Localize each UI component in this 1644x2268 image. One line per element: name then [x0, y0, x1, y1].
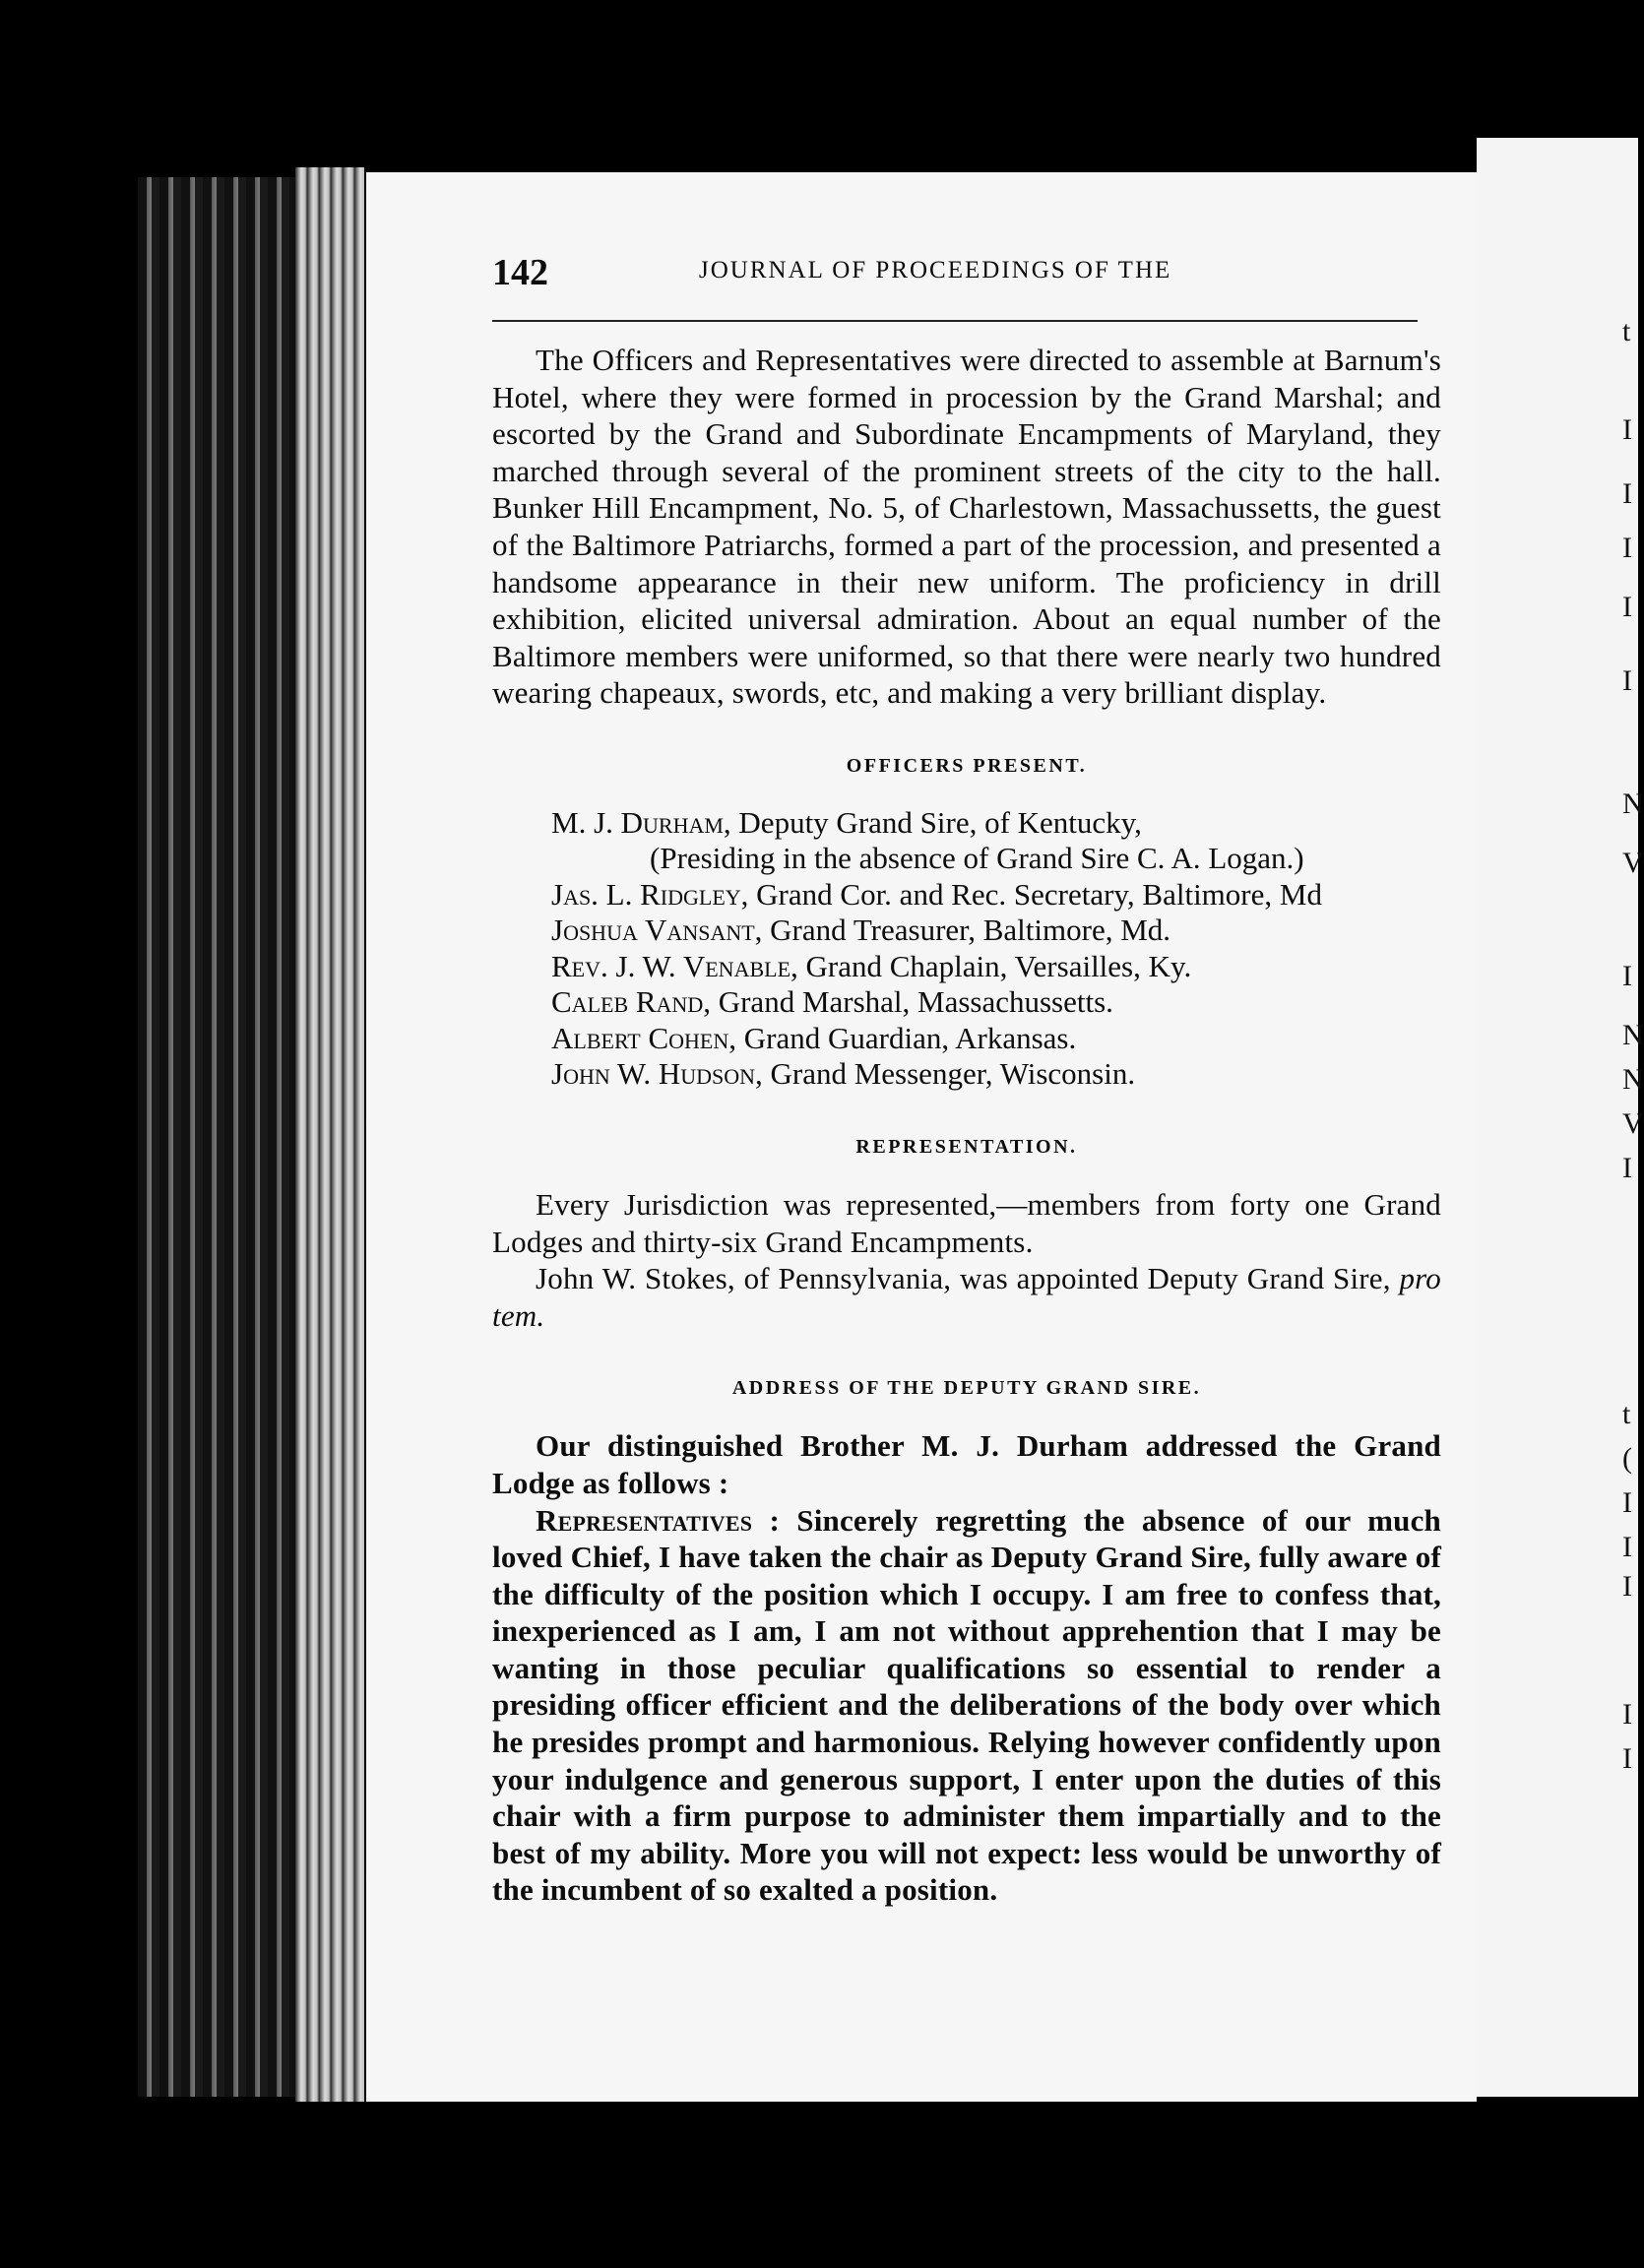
facing-page-mark: t [1622, 1398, 1631, 1430]
facing-page-mark: I [1622, 1742, 1632, 1775]
officer-role: Grand Chaplain, Versailles, Ky. [797, 948, 1192, 983]
facing-page-mark: I [1622, 413, 1632, 446]
officer-name: Albert Cohen, [551, 1020, 737, 1055]
address-body-part2: Relying however confidently upon your indulgence and generous support, I enter upon the duties of this chair with a firm purpose to administer them impartially and to the best of my ability. More you will not expect: less would be unworthy of the incumbent of so exalted a position. [492, 1725, 1441, 1908]
facing-page-mark: I [1622, 664, 1632, 697]
deputy-appointment-paragraph [492, 1260, 1441, 1334]
officer-name: John W. Hudson, [551, 1056, 763, 1092]
officer-line [551, 1056, 1441, 1093]
facing-page-mark: ( [1622, 1442, 1632, 1475]
facing-page-mark: V [1622, 1107, 1644, 1140]
officers-heading: OFFICERS PRESENT. [846, 754, 1088, 777]
facing-page-mark: I [1622, 532, 1632, 564]
officer-line [551, 913, 1441, 949]
officer-role: (Presiding in the absence of Grand Sire C. A. Logan.) [650, 841, 1304, 876]
officer-role: Deputy Grand Sire, of Kentucky, [730, 804, 1142, 840]
header-rule [492, 320, 1418, 322]
pro-tem-text: pro tem. [492, 1261, 1441, 1333]
representation-heading: REPRESENTATION. [855, 1135, 1078, 1158]
officer-role: Grand Cor. and Rec. Secretary, Baltimore, Md [748, 876, 1322, 912]
officer-line [551, 949, 1441, 985]
facing-page-mark: V [1622, 847, 1644, 879]
address-body-paragraph [492, 1502, 1441, 1910]
officer-name: Caleb Rand, [551, 984, 711, 1020]
running-title: JOURNAL OF PROCEEDINGS OF THE [699, 257, 1172, 284]
intro-paragraph: The Officers and Representatives were directed to assemble at Barnum's Hotel, where they were formed in procession by the Grand Marshal; and escorted by the Grand and Subordinate Encampments of Maryland, they marched through several of the prominent streets of the city to the hall. Bunker Hill Encampment, No. 5, of Charlestown, Massachussetts, the guest of the Baltimore Patriarchs, formed a part of the procession, and presented a handsome appearance in their new uniform. The proficiency in drill exhibition, elicited universal admiration. About an equal number of the Baltimore members were uniformed, so that there were nearly two hundred wearing chapeaux, swords, etc, and making a very brilliant display. [492, 343, 1441, 711]
address-body-part1: Sincerely regretting the absence of our much loved Chief, I have taken the chair as Deputy Grand Sire, fully aware of the difficulty of the position which I occupy. I am free to confess that, inexperienced as I am, I am not without apprehention that I may be wanting in those peculiar qualifications so essential to render a presiding officer efficient and the deliberations of the body over which he presides prompt and harmonious. [492, 1502, 1441, 1760]
officer-line [551, 984, 1441, 1021]
officer-line [551, 1021, 1441, 1057]
book-page [366, 172, 1477, 2102]
appointment-text: John W. Stokes, of Pennsylvania, was appointed Deputy Grand Sire, [536, 1261, 1400, 1296]
officer-line [551, 877, 1441, 914]
officer-role: Grand Treasurer, Baltimore, Md. [762, 913, 1171, 948]
officer-line [551, 841, 1441, 877]
page-edges-light [295, 167, 364, 2102]
facing-page-mark: I [1622, 960, 1632, 992]
facing-page-mark: I [1622, 477, 1632, 510]
facing-page-mark: I [1622, 1531, 1632, 1563]
officer-role: Grand Guardian, Arkansas. [736, 1020, 1077, 1055]
facing-page-mark: N [1622, 788, 1644, 820]
officers-list [551, 805, 1441, 1093]
facing-page-mark: I [1622, 1570, 1632, 1603]
facing-page-mark: I [1622, 1698, 1632, 1731]
address-heading: ADDRESS OF THE DEPUTY GRAND SIRE. [731, 1377, 1202, 1400]
officer-name: Jas. L. Ridgley, [551, 876, 749, 912]
address-salutation: Representatives : [536, 1502, 780, 1538]
facing-page-mark: I [1622, 1152, 1632, 1184]
text-column [492, 251, 1441, 1909]
officer-role: Grand Messenger, Wisconsin. [762, 1056, 1136, 1092]
officer-name: Joshua Vansant, [551, 913, 763, 948]
facing-page-mark: N [1622, 1063, 1644, 1096]
officer-role: Grand Marshal, Massachussetts. [710, 984, 1113, 1020]
facing-page [1477, 138, 1644, 2097]
representation-paragraph: Every Jurisdiction was represented,—members from forty one Grand Lodges and thirty-six Grand Encampments. [492, 1186, 1441, 1259]
facing-page-mark: N [1622, 1019, 1644, 1051]
running-head [492, 251, 1441, 312]
officer-line [551, 805, 1441, 842]
page-number: 142 [492, 252, 548, 293]
facing-page-mark: I [1622, 1486, 1632, 1519]
address-intro-paragraph: Our distinguished Brother M. J. Durham addressed the Grand Lodge as follows : [492, 1428, 1441, 1500]
facing-page-mark: t [1622, 315, 1631, 347]
facing-page-mark: I [1622, 591, 1632, 623]
officer-name: M. J. Durham, [551, 804, 731, 840]
officer-name: Rev. J. W. Venable, [551, 948, 798, 983]
